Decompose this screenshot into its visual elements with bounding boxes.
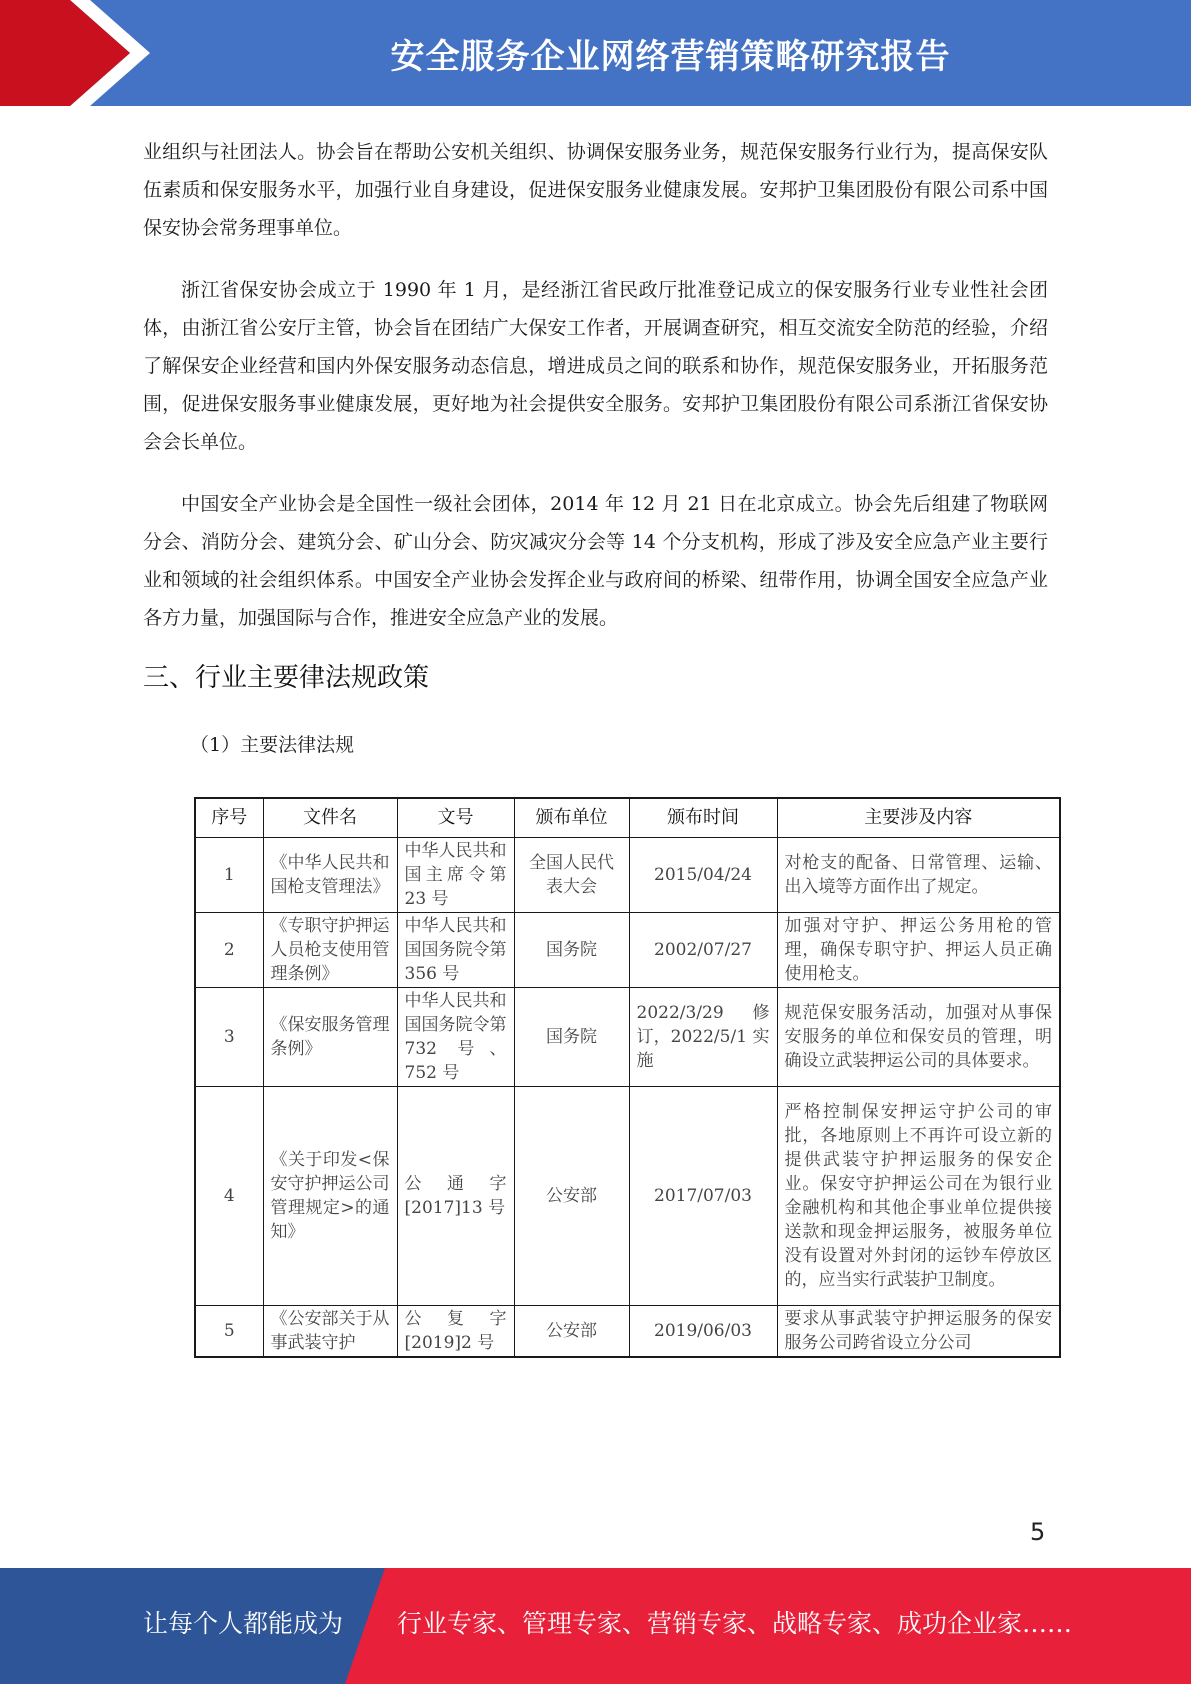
page-footer	[0, 1568, 1191, 1684]
paragraph-2	[143, 271, 1048, 461]
page-number: 5	[1030, 1518, 1046, 1546]
table-cell: 国务院	[514, 913, 629, 988]
table-cell: 2	[195, 913, 263, 988]
paragraph-1	[143, 133, 1048, 247]
table-cell: 《关于印发<保安守护押运公司管理规定>的通知》	[263, 1087, 397, 1306]
table-cell: 4	[195, 1087, 263, 1306]
sub-heading: （1）主要法律法规	[190, 734, 355, 756]
table-cell: 3	[195, 988, 263, 1087]
table-row	[195, 1087, 1060, 1306]
table-cell	[777, 1306, 1060, 1358]
footer-slogan-right: 行业专家、管理专家、营销专家、战略专家、成功企业家……	[397, 1609, 1073, 1638]
table-cell: 严格控制保安押运守护公司的审批，各地原则上不再许可设立新的提供武装守护押运服务的保安企业。保安守护押运公司在为银行业金融机构和其他企事业单位提供接送款和现金押运服务，被服务单位没有设置对外封闭的运钞车停放区的，应当实行武装护卫制度。	[777, 1087, 1060, 1306]
table-cell: 规范保安服务活动，加强对从事保安服务的单位和保安员的管理，明确设立武装押运公司的具体要求。	[777, 988, 1060, 1087]
paragraph-3	[143, 485, 1048, 637]
column-header: 序号	[195, 798, 263, 838]
column-header: 文号	[397, 798, 514, 838]
paragraph-text: 中国安全产业协会是全国性一级社会团体，2014 年 12 月 21 日在北京成立。协会先后组建了物联网分会、消防分会、建筑分会、矿山分会、防灾减灾分会等 14 个分支机构，形成了涉及安全应急产业主要行业和领域的社会组织体系。中国安全产业协会发挥企业与政府间的桥梁、纽带作用，协调全国安全应急产业各方力量，加强国际与合作，推进安全应急产业的发展。	[143, 493, 1048, 629]
laws-table	[194, 797, 1061, 1358]
table-cell: 公通字[2017]13 号	[397, 1087, 514, 1306]
table-cell	[397, 1306, 514, 1358]
table-cell: 国务院	[514, 988, 629, 1087]
column-header: 文件名	[263, 798, 397, 838]
table-row	[195, 988, 1060, 1087]
table-cell: 5	[195, 1306, 263, 1358]
table-row	[195, 838, 1060, 913]
header-title: 安全服务企业网络营销策略研究报告	[390, 36, 951, 77]
column-header: 主要涉及内容	[777, 798, 1060, 838]
cell-text: 要求从事武装守护押运服务的保安服务公司跨省设立分公司	[784, 1309, 1052, 1353]
table-cell: 中华人民共和国主席令第 23 号	[397, 838, 514, 913]
footer-slogan-left: 让每个人都能成为	[143, 1609, 344, 1638]
table-cell: 2015/04/24	[629, 838, 777, 913]
table-cell: 对枪支的配备、日常管理、运输、出入境等方面作出了规定。	[777, 838, 1060, 913]
table-cell: 2017/07/03	[629, 1087, 777, 1306]
table-cell: 2002/07/27	[629, 913, 777, 988]
table-cell: 2019/06/03	[629, 1306, 777, 1358]
cell-text: 《公安部关于从事武装守护	[270, 1309, 390, 1353]
table-header-row	[195, 798, 1060, 838]
table-cell: 中华人民共和国国务院令第 732 号、752 号	[397, 988, 514, 1087]
table-cell: 公安部	[514, 1087, 629, 1306]
paragraph-text: 浙江省保安协会成立于 1990 年 1 月，是经浙江省民政厅批准登记成立的保安服务行业专业性社会团体，由浙江省公安厅主管，协会旨在团结广大保安工作者，开展调查研究，相互交流安全防范的经验，介绍了解保安企业经营和国内外保安服务动态信息，增进成员之间的联系和协作，规范保安服务业，开拓服务范围，促进保安服务事业健康发展，更好地为社会提供安全服务。安邦护卫集团股份有限公司系浙江省保安协会会长单位。	[143, 279, 1048, 453]
table-cell: 2022/3/29 修订，2022/5/1 实施	[629, 988, 777, 1087]
page-header	[0, 0, 1191, 111]
table-cell: 加强对守护、押运公务用枪的管理，确保专职守护、押运人员正确使用枪支。	[777, 913, 1060, 988]
table-cell: 《中华人民共和国枪支管理法》	[263, 838, 397, 913]
table-cell: 《保安服务管理条例》	[263, 988, 397, 1087]
table-row	[195, 1306, 1060, 1358]
column-header: 颁布单位	[514, 798, 629, 838]
column-header: 颁布时间	[629, 798, 777, 838]
table-cell: 《专职守护押运人员枪支使用管理条例》	[263, 913, 397, 988]
table-row	[195, 913, 1060, 988]
table-cell: 1	[195, 838, 263, 913]
table-cell: 中华人民共和国国务院令第 356 号	[397, 913, 514, 988]
section-heading: 三、行业主要律法规政策	[143, 663, 430, 693]
table-cell: 公安部	[514, 1306, 629, 1358]
table-cell: 全国人民代表大会	[514, 838, 629, 913]
paragraph-text: 业组织与社团法人。协会旨在帮助公安机关组织、协调保安服务业务，规范保安服务行业行为，提高保安队伍素质和保安服务水平，加强行业自身建设，促进保安服务业健康发展。安邦护卫集团股份有限公司系中国保安协会常务理事单位。	[143, 141, 1048, 239]
cell-text: 公复字[2019]2 号	[404, 1309, 507, 1353]
table-cell	[263, 1306, 397, 1358]
